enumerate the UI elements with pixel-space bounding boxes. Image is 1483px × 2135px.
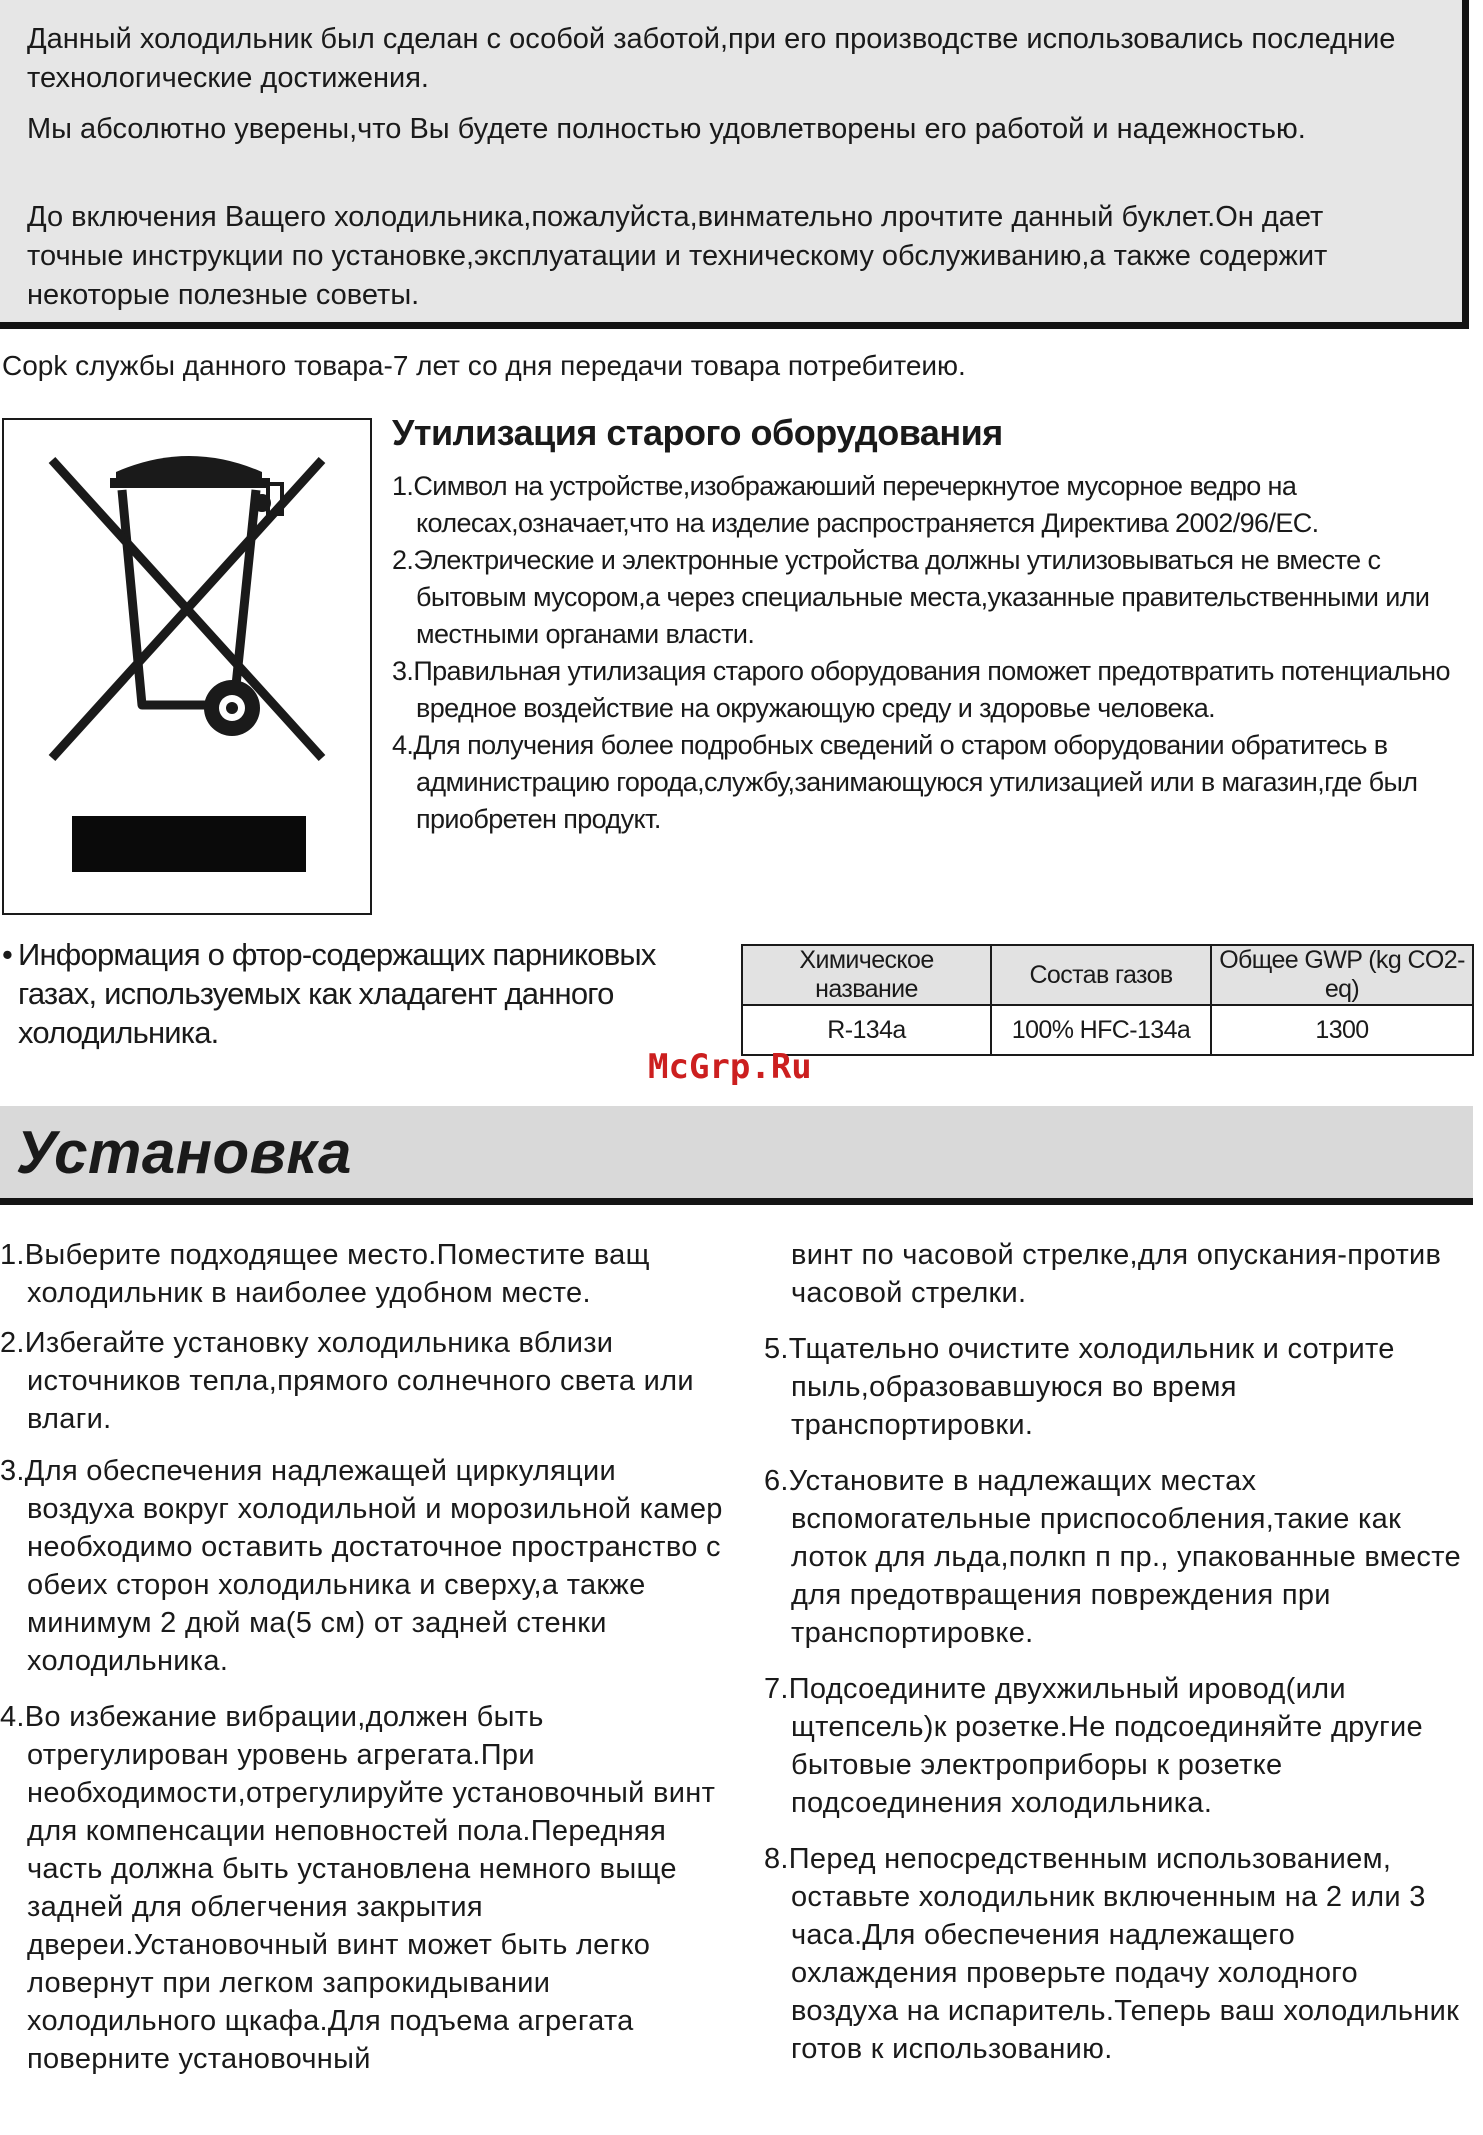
table-header-row — [742, 945, 1473, 1005]
service-life-note: Copk службы данного товара-7 лет со дня передачи товара потребитеию. — [2, 350, 966, 381]
installation-step: 2.Избегайте установку холодильника вблизи источников тепла,прямого солнечного света или влаги. — [0, 1327, 694, 1435]
cell-chemical-name: R-134a — [742, 1005, 991, 1055]
disposal-list — [392, 468, 1472, 838]
watermark: McGrp.Ru — [648, 1047, 812, 1087]
intro-paragraph: Мы абсолютно уверены,что Вы будете полностью удовлетворены его работой и надежностью. — [27, 113, 1306, 145]
bullet-icon: • — [2, 937, 13, 972]
installation-step: 7.Подсоедините двухжильный ировод(или щтепсель)к розетке.Не подсоединяйте другие бытовые электроприборы к розетке подсоединения холодильника. — [764, 1673, 1423, 1819]
installation-step: 3.Для обеспечения надлежащей циркуляции воздуха вокруг холодильной и морозильной камер необходимо оставить достаточное пространство с обеих сторон холодильника и сверху,а также минимум 2 дюй ма(5 см) от задней стенки холодильника. — [0, 1455, 723, 1677]
section-title: Установка — [16, 1119, 352, 1186]
installation-list-left — [0, 1236, 730, 2078]
installation-step: 8.Перед непосредственным использованием, оставьте холодильник включенным на 2 или 3 часа.Для обеспечения надлежащего охлаждения проверьте подачу холодного воздуха на испаритель.Теперь ваш холодильник готов к использованию. — [764, 1843, 1460, 2065]
installation-step: 6.Установите в надлежащих местах вспомогательные приспособления,такие как лоток для льда,полкп п пр., упакованные вместе для предотвращения повреждения при транспортировке. — [764, 1465, 1461, 1649]
disposal-item: 1.Символ на устройстве,изображаюший перечеркнутое мусорное ведро на колесах,означает,что на изделие распространяется Директива 2002/96/EC. — [392, 471, 1319, 538]
installation-step: 1.Выберите подходящее место.Поместите ващ холодильник в наиболее удобном месте. — [0, 1239, 650, 1309]
disposal-item: 2.Электрические и электронные устройства должны утилизовываться не вместе с бытовым мусором,а через специальные места,указанные правительственными или местными органами власти. — [392, 545, 1430, 649]
installation-list-right — [764, 1236, 1464, 2068]
weee-symbol-frame — [2, 418, 372, 915]
cell-total-gwp: 1300 — [1211, 1005, 1473, 1055]
installation-step: 5.Тщательно очистите холодильник и сотрите пыль,образовавшуюся во время транспортировки. — [764, 1333, 1395, 1441]
header-chemical-name: Химическое название — [742, 945, 991, 1005]
intro-paragraph: Данный холодильник был сделан с особой заботой,при его производстве использовались последние технологические достижения. — [27, 23, 1396, 94]
cell-gas-composition: 100% HFC-134a — [991, 1005, 1211, 1055]
disposal-title: Утилизация старого оборудования — [392, 412, 1003, 453]
fgas-note — [2, 935, 722, 1052]
intro-box — [0, 0, 1469, 329]
header-gas-composition: Состав газов — [991, 945, 1211, 1005]
installation-step-continuation: винт по часовой стрелке,для опускания-против часовой стрелки. — [791, 1239, 1442, 1309]
intro-paragraph: До включения Ващего холодильника,пожалуйста,винмательно лрочтите данный буклет.Он дает точные инструкции по установке,эксплуатации и техническому обслуживанию,а также содержит некоторые полезные советы. — [27, 201, 1328, 311]
table-row — [742, 1005, 1473, 1055]
disposal-item: 3.Правильная утилизация старого оборудования поможет предотвратить потенциально вредное воздействие на окружающую среду и здоровье человека. — [392, 656, 1450, 723]
fgas-note-text: Информация о фтор-содержащих парниковых газах, используемых как хладагент данного холодильника. — [18, 937, 656, 1050]
header-total-gwp: Общее GWP (kg CO2-eq) — [1211, 945, 1473, 1005]
installation-step: 4.Во избежание вибрации,должен быть отрегулирован уровень агрегата.При необходимости,отрегулируйте установочный винт для компенсации неповностей пола.Передняя часть должна быть установлена немного выще задней для облегчения закрытия двереи.Установочный винт может быть легко ловернут при легком запрокидывании холодильного щкафа.Для подъема агрегата поверните установочный — [0, 1701, 716, 2075]
crossed-out-wheelie-bin-icon — [4, 420, 370, 913]
disposal-item: 4.Для получения более подробных сведений о старом оборудовании обратитесь в администрацию города,службу,занимающуюся утилизацией или в магазин,где был приобретен продукт. — [392, 730, 1418, 834]
refrigerant-table — [741, 944, 1474, 1056]
